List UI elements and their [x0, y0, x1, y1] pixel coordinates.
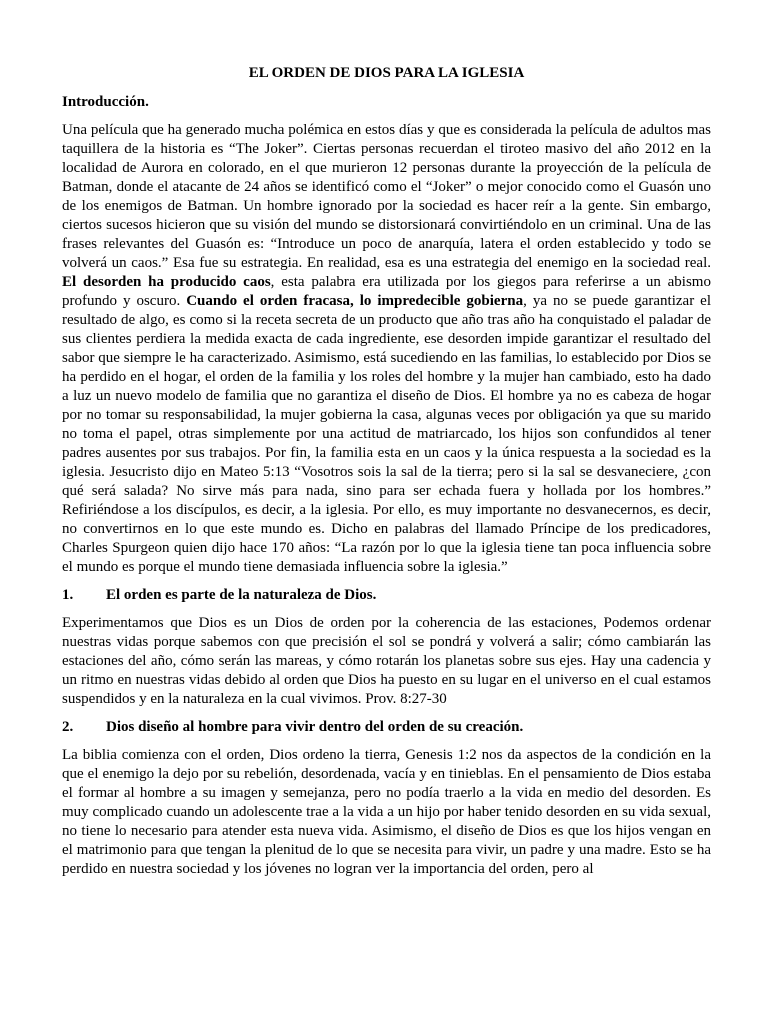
- section-1-title: El orden es parte de la naturaleza de Dios.: [106, 587, 377, 603]
- intro-bold-phrase-1: El desorden ha producido caos: [62, 274, 271, 290]
- section-1-body: Experimentamos que Dios es un Dios de orden por la coherencia de las estaciones, Podemos ordenar nuestras vidas porque sabemos con que precisión el sol se pondrá y volverá a salir; cómo cambiarán las estaciones del año, cómo serán las mareas, y cómo rotarán los planetas sobre sus ejes. Hay una cadencia y un ritmo en nuestras vidas debido al orden que Dios ha puesto en su lugar en el universo en el cual estamos suspendidos y en la naturaleza en la cual vivimos. Prov. 8:27-30: [62, 615, 711, 707]
- section-1-number: 1.: [62, 587, 74, 603]
- section-1-heading: [62, 586, 711, 605]
- intro-bold-phrase-2: Cuando el orden fracasa, lo impredecible gobierna: [186, 293, 524, 309]
- section-2-body-clip: [62, 746, 711, 877]
- intro-text-part-3: , ya no se puede garantizar el resultado de algo, es como si la receta secreta de un producto que año tras año ha conquistado el paladar de sus clientes perdiera la medida exacta de cada ingrediente, ese desorden impide garantizar el resultado del sabor que siempre le ha caracterizado. Asimismo, está sucediendo en las familias, lo establecido por Dios se ha perdido en el hogar, el orden de la familia y los roles del hombre y la mujer han cambiado, esto ha dado a luz un nuevo modelo de familia que no garantiza el diseño de Dios. El hombre ya no es cabeza de hogar por no tomar su responsabilidad, la mujer gobierna la casa, algunas veces por obligación ya que su marido no toma el papel, otras simplemente por una actitud de matriarcado, los hijos son confundidos al tener padres ausentes por sus trabajos. Por fin, la familia esta en un caos y la única respuesta a la sociedad es la iglesia. Jesucristo dijo en Mateo 5:13 “Vosotros sois la sal de la tierra; pero si la sal se desvaneciere, ¿con qué será salada? No sirve más para nada, sino para ser echada fuera y hollada por los hombres.” Refiriéndose a los discípulos, es decir, a la iglesia. Por ello, es muy importante no desvanecernos, es decir, no convertirnos en lo que este mundo es. Dicho en palabras del llamado Príncipe de los predicadores, Charles Spurgeon quien dijo hace 170 años: “La razón por lo que la iglesia tiene tan poca influencia sobre el mundo es porque el mundo tiene demasiada influencia sobre la iglesia.”: [62, 293, 712, 575]
- section-2-title: Dios diseño al hombre para vivir dentro del orden de su creación.: [106, 719, 524, 735]
- section-2-number: 2.: [62, 719, 74, 735]
- intro-paragraph: [62, 121, 711, 577]
- intro-text-part-1: Una película que ha generado mucha polémica en estos días y que es considerada la película de adultos mas taquillera de la historia es “The Joker”. Ciertas personas recuerdan el tiroteo masivo del año 2012 en la localidad de Aurora en colorado, en el que murieron 12 personas durante la proyección de la película de Batman, donde el atacante de 24 años se identificó como el “Joker” o mejor conocido como el Guasón uno de los enemigos de Batman. Un hombre ignorado por la sociedad es hacer reír a la gente. Sin embargo, ciertos sucesos hicieron que su visión del mundo se distorsionará convirtiéndolo en un criminal. Una de las frases relevantes del Guasón es: “Introduce un poco de anarquía, latera el orden establecido y todo se volverá un caos.” Esa fue su estrategia. En realidad, esa es una estrategia del enemigo en la sociedad real.: [62, 122, 711, 271]
- document-title: EL ORDEN DE DIOS PARA LA IGLESIA: [248, 65, 525, 81]
- intro-text-part-2: , esta palabra era utilizada por los giegos para referirse a un abismo profundo y oscuro.: [62, 274, 711, 309]
- intro-heading: Introducción.: [62, 94, 149, 110]
- section-2-body: La biblia comienza con el orden, Dios ordeno la tierra, Genesis 1:2 nos da aspectos de la condición en la que el enemigo la dejo por su rebelión, desordenada, vacía y en tinieblas. En el pensamiento de Dios estaba el formar al hombre a su imagen y semejanza, pero no podía traerlo a la vida en medio del desorden. Es muy complicado cuando un adolescente trae a la vida a un hijo por haber tenido desorden en su vida sexual, no tiene lo necesario para atender esta nueva vida. Asimismo, el diseño de Dios es que los hijos vengan en el matrimonio para que tengan la plenitud de lo que se necesita para vivir, un padre y una madre. Esto se ha perdido en nuestra sociedad y los jóvenes no logran ver la importancia del orden, pero al: [62, 747, 711, 877]
- section-2-heading: [62, 718, 711, 737]
